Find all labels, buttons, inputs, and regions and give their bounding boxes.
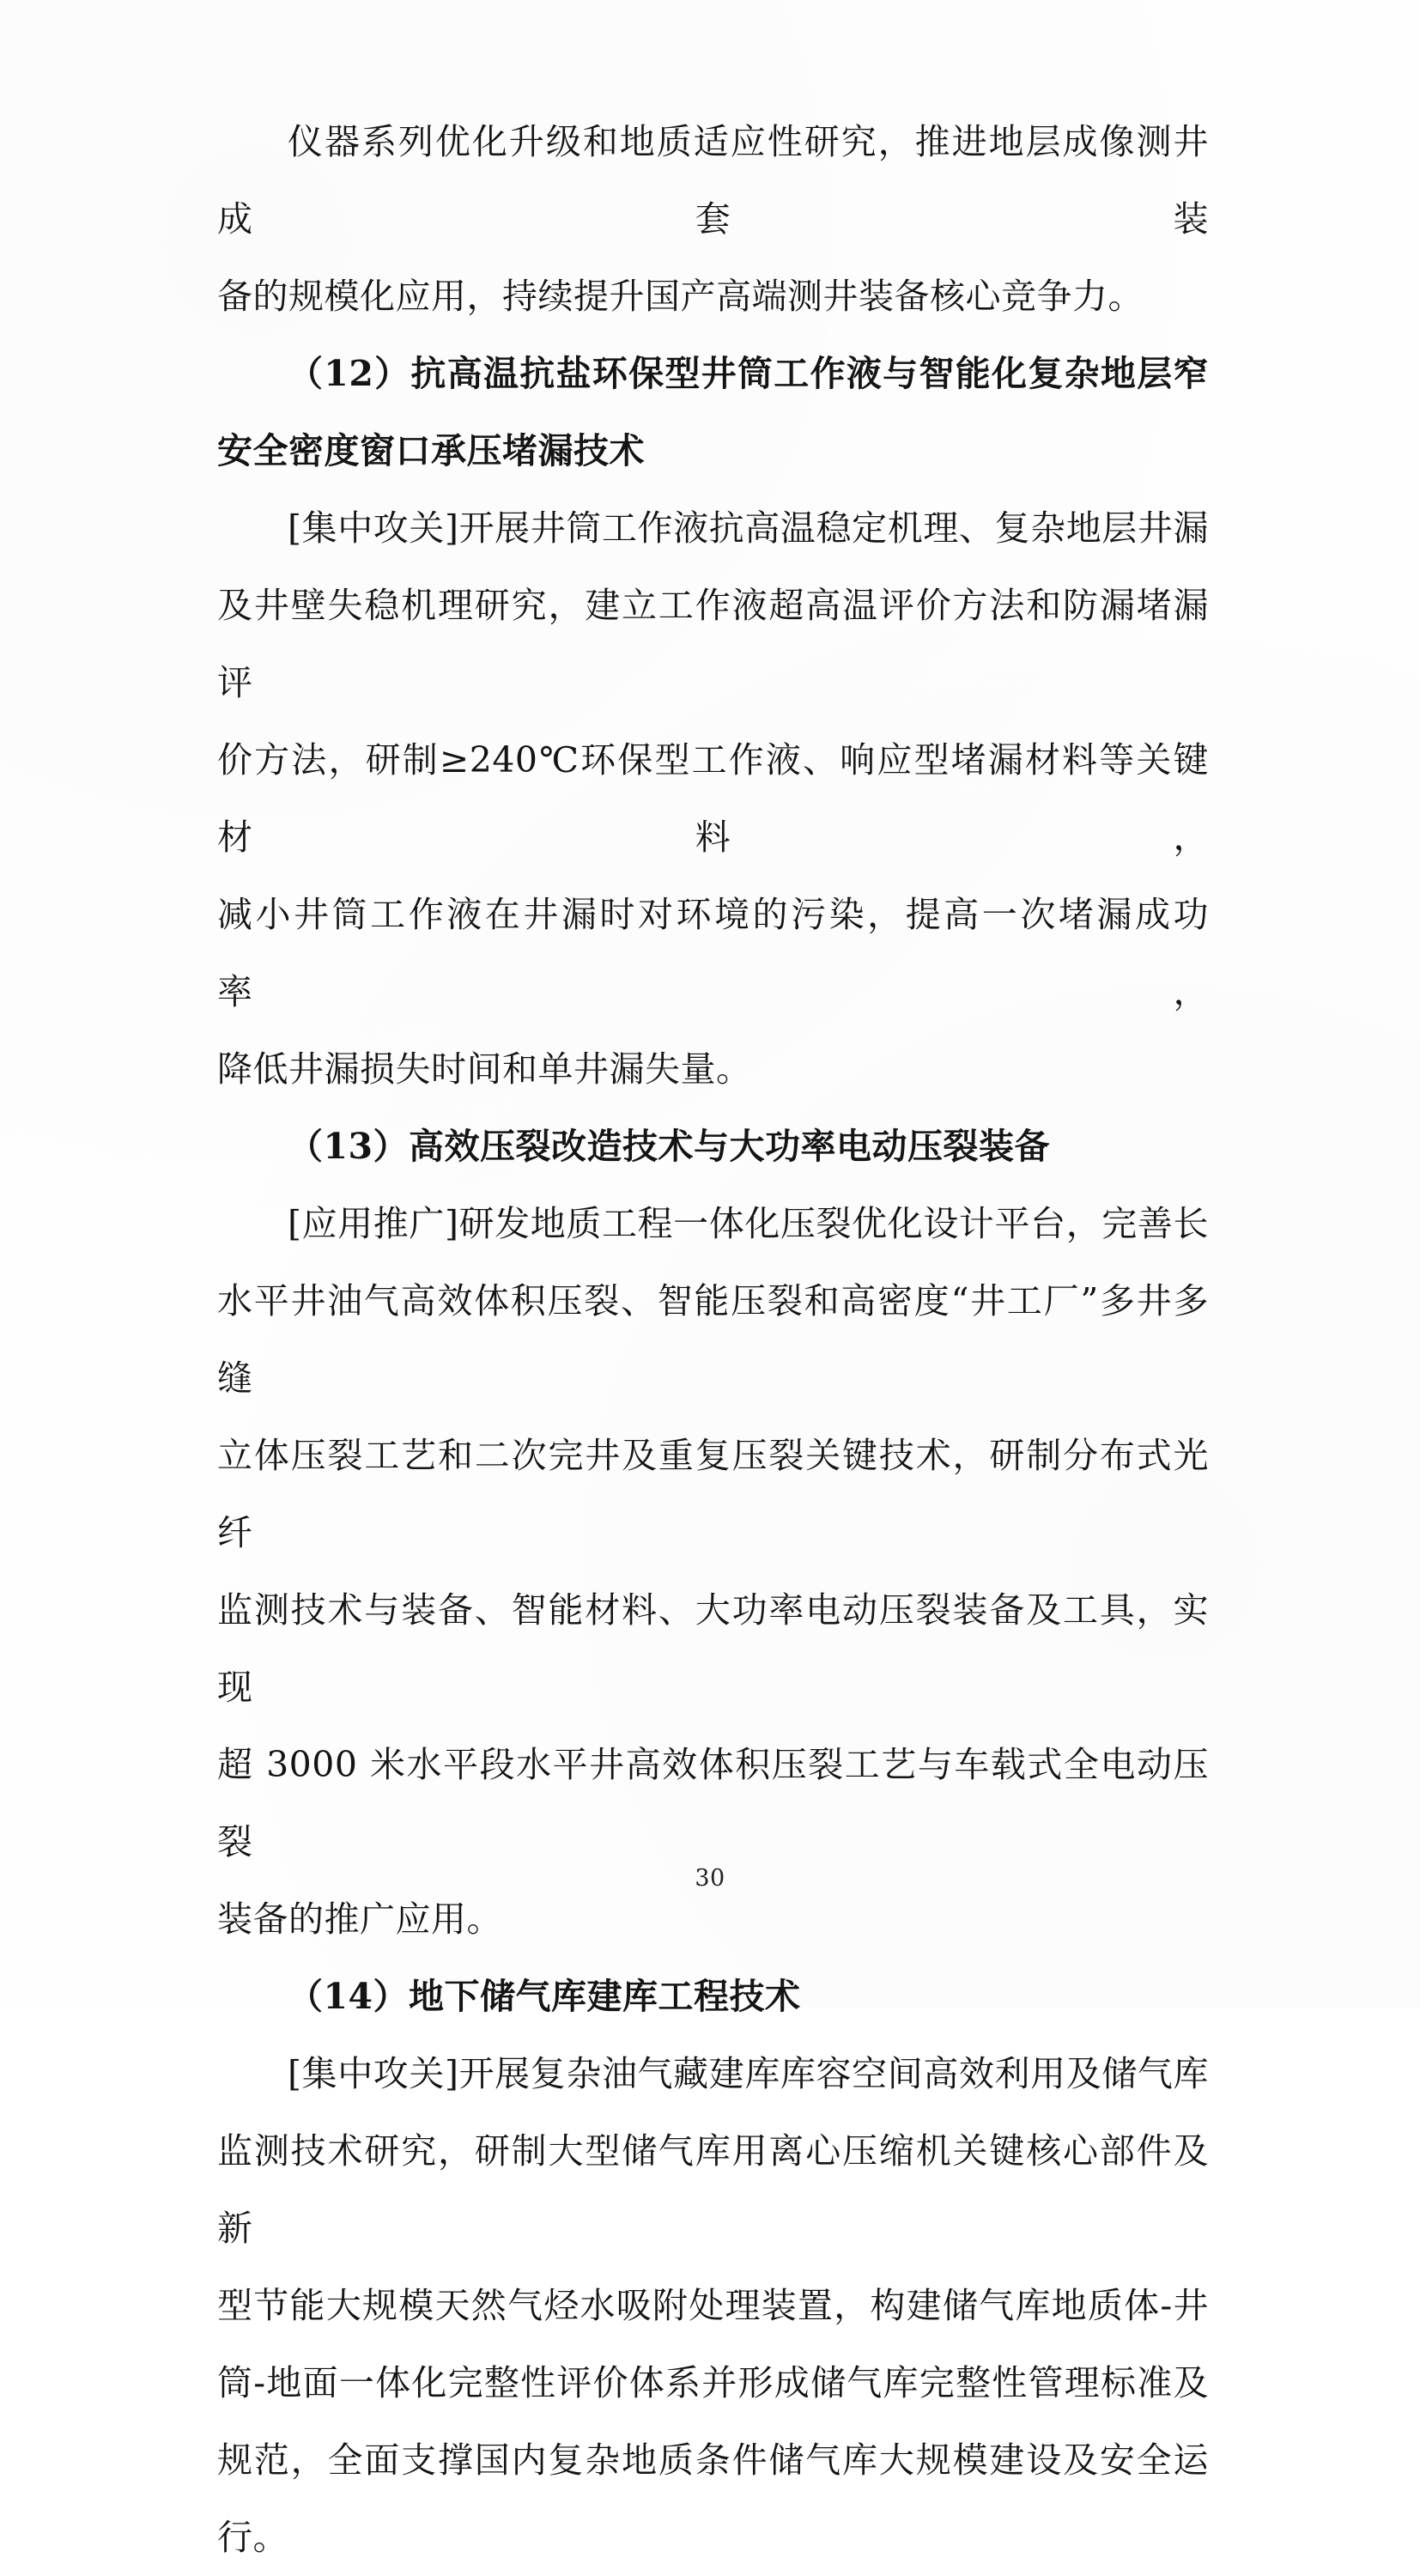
paragraph xyxy=(217,2035,1209,2576)
paragraph-line: 超 3000 米水平段水平井高效体积压裂工艺与车载式全电动压裂 xyxy=(217,1744,1209,1862)
paragraph-line: 价方法，研制≥240℃环保型工作液、响应型堵漏材料等关键材料， xyxy=(217,739,1209,858)
paragraph-line: 水平井油气高效体积压裂、智能压裂和高密度“井工厂”多井多缝 xyxy=(217,1280,1209,1399)
paragraph-line: 降低井漏损失时间和单井漏失量。 xyxy=(217,1048,752,1090)
paragraph-line: 筒-地面一体化完整性评价体系并形成储气库完整性管理标准及 xyxy=(217,2362,1209,2403)
document-text-column xyxy=(217,103,1209,2576)
paragraph-line: 减小井筒工作液在井漏时对环境的污染，提高一次堵漏成功率， xyxy=(217,894,1209,1012)
section-heading xyxy=(217,335,1209,489)
paragraph-line: [集中攻关]开展复杂油气藏建库库容空间高效利用及储气库 xyxy=(288,2053,1209,2094)
paragraph-line: 行。 xyxy=(217,2517,288,2558)
paragraph-line: [集中攻关]开展井筒工作液抗高温稳定机理、复杂地层井漏 xyxy=(288,507,1209,549)
heading-line: 安全密度窗口承压堵漏技术 xyxy=(217,430,645,471)
section-heading xyxy=(217,1958,1209,2035)
paragraph-line: 备的规模化应用，持续提升国产高端测井装备核心竞争力。 xyxy=(217,276,1144,317)
paragraph xyxy=(217,1185,1209,1958)
paragraph-line: 及井壁失稳机理研究，建立工作液超高温评价方法和防漏堵漏评 xyxy=(217,585,1209,703)
section-heading xyxy=(217,1108,1209,1185)
page-footer xyxy=(0,1865,1420,1892)
paragraph xyxy=(217,103,1209,335)
paragraph-line: 仪器系列优化升级和地质适应性研究，推进地层成像测井成套装 xyxy=(217,121,1209,240)
paragraph xyxy=(217,489,1209,1108)
page-number: 30 xyxy=(695,1865,725,1892)
heading-line: （13）高效压裂改造技术与大功率电动压裂装备 xyxy=(288,1126,1051,1167)
paragraph-line: 监测技术与装备、智能材料、大功率电动压裂装备及工具，实现 xyxy=(217,1589,1209,1708)
paragraph-line: 装备的推广应用。 xyxy=(217,1899,502,1940)
paragraph-line: [应用推广]研发地质工程一体化压裂优化设计平台，完善长 xyxy=(288,1203,1209,1244)
paragraph-line: 立体压裂工艺和二次完井及重复压裂关键技术，研制分布式光纤 xyxy=(217,1435,1209,1553)
heading-line: （14）地下储气库建库工程技术 xyxy=(288,1976,801,2017)
paragraph-line: 监测技术研究，研制大型储气库用离心压缩机关键核心部件及新 xyxy=(217,2130,1209,2249)
paragraph-line: 规范，全面支撑国内复杂地质条件储气库大规模建设及安全运 xyxy=(217,2439,1209,2481)
paragraph-line: 型节能大规模天然气烃水吸附处理装置，构建储气库地质体-井 xyxy=(217,2285,1209,2326)
heading-line: （12）抗高温抗盐环保型井筒工作液与智能化复杂地层窄 xyxy=(288,353,1209,394)
